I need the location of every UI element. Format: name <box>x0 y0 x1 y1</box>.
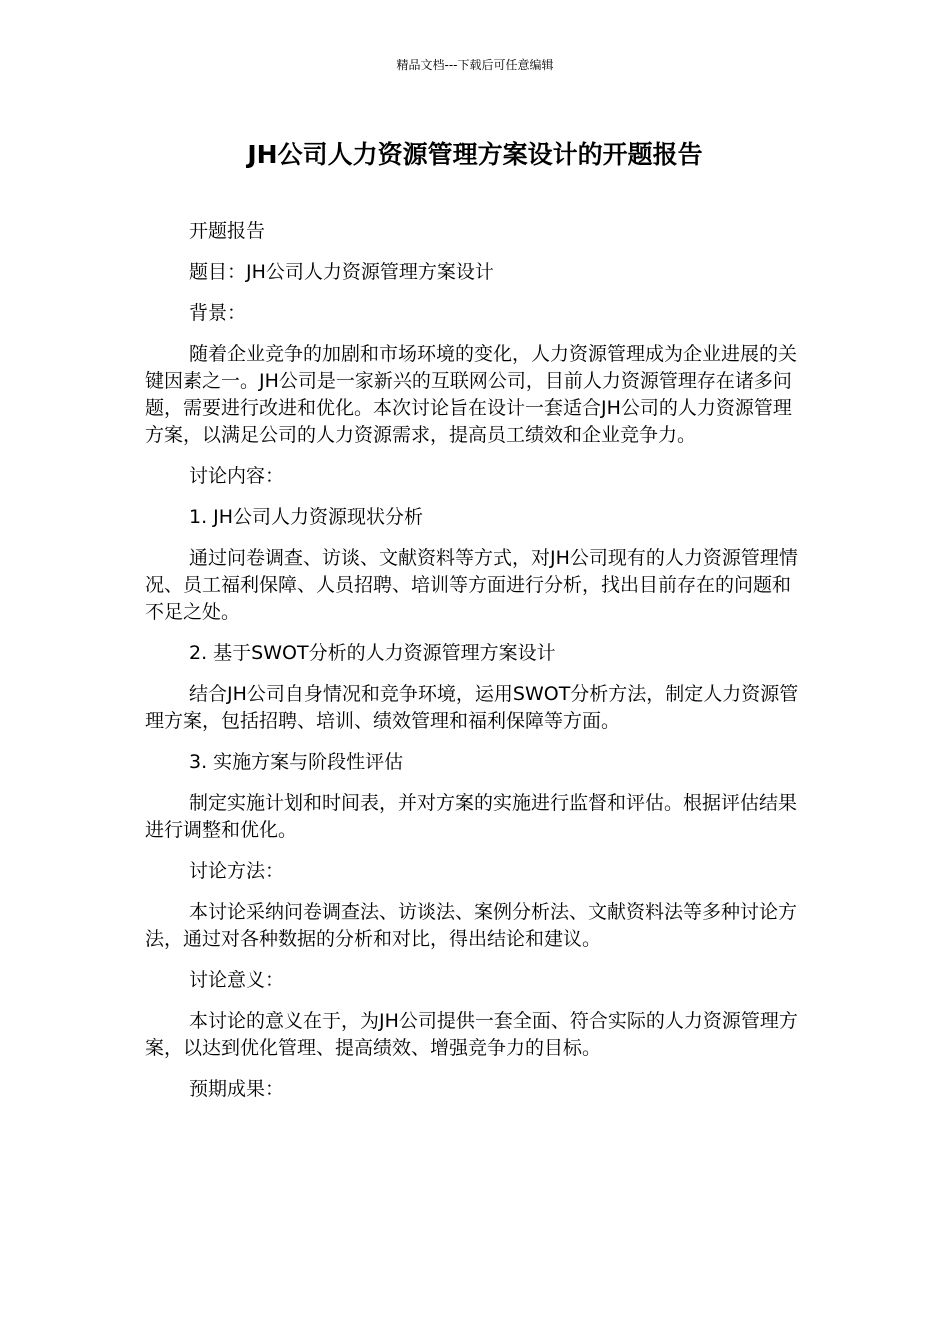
heading-background: 背景： <box>189 302 247 324</box>
heading-discussion-method: 讨论方法： <box>189 860 285 882</box>
paragraph-topic: 题目：JH公司人力资源管理方案设计 <box>189 261 494 283</box>
header-note: 精品文档---下载后可任意编辑 <box>396 58 554 72</box>
heading-discussion-content: 讨论内容： <box>189 465 285 487</box>
document-body <box>145 218 805 1103</box>
paragraph-item-2: 结合JH公司自身情况和竞争环境，运用SWOT分析方法，制定人力资源管理方案，包括招聘、培训、绩效管理和福利保障等方面。 <box>145 683 799 732</box>
heading-item-1: 1. JH公司人力资源现状分析 <box>189 506 424 528</box>
paragraph-discussion-method: 本讨论采纳问卷调查法、访谈法、案例分析法、文献资料法等多种讨论方法，通过对各种数据的分析和对比，得出结论和建议。 <box>145 901 798 950</box>
heading-discussion-significance: 讨论意义： <box>189 969 285 991</box>
heading-item-2: 2. 基于SWOT分析的人力资源管理方案设计 <box>189 642 556 664</box>
paragraph-item-1: 通过问卷调查、访谈、文献资料等方式，对JH公司现有的人力资源管理情况、员工福利保障、人员招聘、培训等方面进行分析，找出目前存在的问题和不足之处。 <box>145 547 798 623</box>
paragraph-discussion-significance: 本讨论的意义在于，为JH公司提供一套全面、符合实际的人力资源管理方案，以达到优化管理、提高绩效、增强竞争力的目标。 <box>145 1010 798 1059</box>
paragraph-background: 随着企业竞争的加剧和市场环境的变化，人力资源管理成为企业进展的关键因素之一。JH公司是一家新兴的互联网公司，目前人力资源管理存在诸多问题，需要进行改进和优化。本次讨论旨在设计一套适合JH公司的人力资源管理方案，以满足公司的人力资源需求，提高员工绩效和企业竞争力。 <box>145 343 798 446</box>
heading-expected-results: 预期成果： <box>189 1078 285 1100</box>
paragraph-report-label: 开题报告 <box>189 220 266 242</box>
paragraph-item-3: 制定实施计划和时间表，并对方案的实施进行监督和评估。根据评估结果进行调整和优化。 <box>145 792 798 841</box>
heading-item-3: 3. 实施方案与阶段性评估 <box>189 751 404 773</box>
document-title: JH公司人力资源管理方案设计的开题报告 <box>247 140 703 169</box>
